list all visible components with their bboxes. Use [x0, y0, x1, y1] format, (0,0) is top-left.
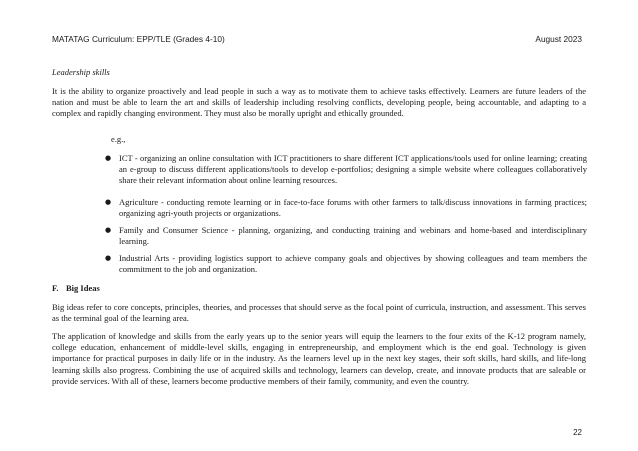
bullet-item-family-consumer-science — [105, 225, 587, 247]
bullet-icon: ● — [105, 198, 112, 206]
header-title: MATATAG Curriculum: EPP/TLE (Grades 4-10) — [52, 34, 225, 44]
bullet-item-industrial-arts — [105, 253, 587, 275]
bullet-icon: ● — [105, 254, 112, 262]
bullet-item-ict — [105, 153, 587, 187]
big-ideas-heading — [52, 283, 100, 293]
header-date: August 2023 — [535, 34, 582, 44]
section-title: Big Ideas — [66, 283, 100, 293]
bullet-text: ICT - organizing an online consultation with ICT practitioners to share different ICT applications/tools used for online learning; creating an e-group to discuss different applications/tools to develop e-portfolios; designing a simple website where colleagues collaboratively share their relevant information about online learning resources. — [119, 153, 587, 186]
bullet-text: Industrial Arts - providing logistics support to achieve company goals and objectives by showing colleagues and team members the commitment to the job and organization. — [119, 253, 587, 275]
eg-label: e.g., — [111, 134, 126, 144]
bullet-icon: ● — [105, 226, 112, 234]
bullet-icon: ● — [105, 154, 112, 162]
page-number: 22 — [573, 428, 582, 437]
bullet-item-agriculture — [105, 197, 587, 219]
section-letter: F. — [52, 283, 59, 293]
leadership-paragraph: It is the ability to organize proactively and lead people in such a way as to motivate them to achieve tasks effectively. Learners are future leaders of the nation and must be able to learn the art and skills of leadership including resolving conflicts, developing people, being accountable, and adapting to a complex and rapidly changing environment. They must also be morally upright and ethically grounded. — [52, 86, 586, 119]
big-ideas-paragraph-1: Big ideas refer to core concepts, principles, theories, and processes that should serve as the focal point of curricula, instruction, and assessment. This serves as the terminal goal of the learning area. — [52, 302, 586, 324]
bullet-text: Agriculture - conducting remote learning or in face-to-face forums with other farmers to talk/discuss innovations in farming practices; organizing agri-youth projects or organizations. — [119, 197, 587, 219]
big-ideas-paragraph-2: The application of knowledge and skills from the early years up to the senior years will equip the learners to the four exits of the K-12 program namely, college education, enhancement of middle-level skills, engaging in entrepreneurship, and employment which is the end goal. Technology is given importance for practical purposes in daily life or in the industry. As the learners level up in the next key stages, their soft skills, hard skills, and life-long learning skills also progress. Combining the use of acquired skills and technology, learners can develop, create, and innovate products that are saleable or provide services. With all of these, learners become productive members of their family, community, and even the country. — [52, 331, 586, 386]
bullet-text: Family and Consumer Science - planning, organizing, and conducting training and webinars and home-based and interdisciplinary learning. — [119, 225, 587, 247]
leadership-subtitle: Leadership skills — [52, 67, 110, 77]
